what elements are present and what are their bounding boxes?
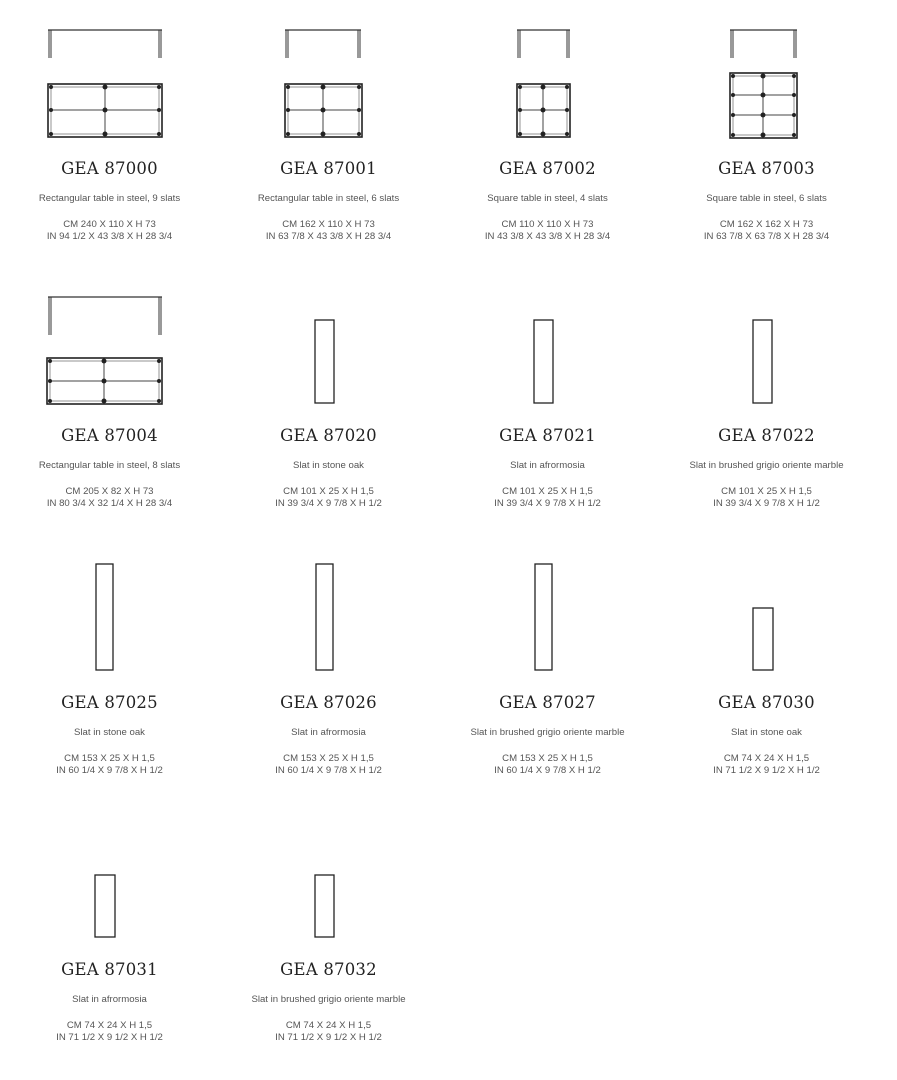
product-cell-87031 [0,801,219,1043]
product-code: GEA 87000 [61,159,158,178]
slat-drawing [657,534,876,674]
slat-drawing [219,801,438,941]
dimensions-in: IN 71 1/2 X 9 1/2 X H 1/2 [275,1032,382,1043]
dimensions-cm: CM 162 X 162 X H 73 [719,219,814,230]
product-code: GEA 87027 [499,693,596,712]
table-drawing [219,0,438,140]
product-code: GEA 87026 [280,693,377,712]
product-cell-87021 [438,267,657,509]
dimensions-cm: CM 153 X 25 X H 1,5 [502,753,593,764]
product-cell-87025 [0,534,219,776]
slat-drawing [219,267,438,407]
dimensions-cm: CM 101 X 25 X H 1,5 [502,486,593,497]
dimensions-in: IN 39 3/4 X 9 7/8 X H 1/2 [494,498,601,509]
product-code: GEA 87022 [718,426,815,445]
dimensions-cm: CM 162 X 110 X H 73 [282,219,375,230]
product-description: Slat in stone oak [293,460,364,471]
dimensions-in: IN 80 3/4 X 32 1/4 X H 28 3/4 [46,498,173,509]
product-code: GEA 87001 [280,159,377,178]
dimensions-in: IN 60 1/4 X 9 7/8 X H 1/2 [494,765,601,776]
product-code: GEA 87031 [61,960,158,979]
dimensions-cm: CM 205 X 82 X H 73 [65,486,154,497]
table-drawing [438,0,657,140]
slat-drawing [219,534,438,674]
product-description: Slat in stone oak [74,727,145,738]
dimensions-in: IN 94 1/2 X 43 3/8 X H 28 3/4 [46,231,173,242]
dimensions-cm: CM 240 X 110 X H 73 [63,219,156,230]
product-code: GEA 87025 [61,693,158,712]
dimensions-in: IN 60 1/4 X 9 7/8 X H 1/2 [56,765,163,776]
product-cell-87026 [219,534,438,776]
dimensions-in: IN 63 7/8 X 63 7/8 X H 28 3/4 [703,231,830,242]
product-cell-87027 [438,534,657,776]
product-cell-87020 [219,267,438,509]
product-cell-87002 [438,0,657,242]
table-drawing [657,0,876,140]
product-cell-87022 [657,267,876,509]
dimensions-cm: CM 101 X 25 X H 1,5 [283,486,374,497]
product-cell-87003 [657,0,876,242]
product-cell-87032 [219,801,438,1043]
product-description: Rectangular table in steel, 8 slats [38,460,181,471]
dimensions-in: IN 60 1/4 X 9 7/8 X H 1/2 [275,765,382,776]
slat-drawing [0,534,219,674]
product-description: Slat in afrormosia [510,460,585,471]
dimensions-in: IN 39 3/4 X 9 7/8 X H 1/2 [275,498,382,509]
dimensions-in: IN 39 3/4 X 9 7/8 X H 1/2 [713,498,820,509]
product-code: GEA 87020 [280,426,377,445]
dimensions-cm: CM 110 X 110 X H 73 [501,219,594,230]
slat-drawing [438,267,657,407]
dimensions-cm: CM 153 X 25 X H 1,5 [64,753,155,764]
dimensions-cm: CM 101 X 25 X H 1,5 [721,486,812,497]
product-cell-87030 [657,534,876,776]
slat-drawing [438,534,657,674]
dimensions-cm: CM 153 X 25 X H 1,5 [283,753,374,764]
product-code: GEA 87021 [499,426,596,445]
product-description: Slat in brushed grigio oriente marble [689,460,844,471]
product-cell-87001 [219,0,438,242]
dimensions-cm: CM 74 X 24 X H 1,5 [723,753,810,764]
dimensions-in: IN 63 7/8 X 43 3/8 X H 28 3/4 [265,231,392,242]
dimensions-in: IN 71 1/2 X 9 1/2 X H 1/2 [713,765,820,776]
product-description: Slat in stone oak [731,727,802,738]
product-description: Square table in steel, 6 slats [706,193,827,204]
product-code: GEA 87032 [280,960,377,979]
product-description: Slat in afrormosia [291,727,366,738]
product-description: Rectangular table in steel, 9 slats [38,193,181,204]
product-code: GEA 87030 [718,693,815,712]
product-code: GEA 87002 [499,159,596,178]
product-cell-87000 [0,0,219,242]
product-code: GEA 87003 [718,159,815,178]
dimensions-cm: CM 74 X 24 X H 1,5 [66,1020,153,1031]
product-code: GEA 87004 [61,426,158,445]
product-description: Slat in brushed grigio oriente marble [251,994,406,1005]
dimensions-in: IN 71 1/2 X 9 1/2 X H 1/2 [56,1032,163,1043]
product-description: Slat in brushed grigio oriente marble [470,727,625,738]
table-drawing [0,0,219,140]
dimensions-in: IN 43 3/8 X 43 3/8 X H 28 3/4 [484,231,611,242]
dimensions-cm: CM 74 X 24 X H 1,5 [285,1020,372,1031]
slat-drawing [0,801,219,941]
product-description: Square table in steel, 4 slats [487,193,608,204]
table-drawing [0,267,219,407]
product-description: Rectangular table in steel, 6 slats [257,193,400,204]
slat-drawing [657,267,876,407]
product-description: Slat in afrormosia [72,994,147,1005]
product-cell-87004 [0,267,219,509]
